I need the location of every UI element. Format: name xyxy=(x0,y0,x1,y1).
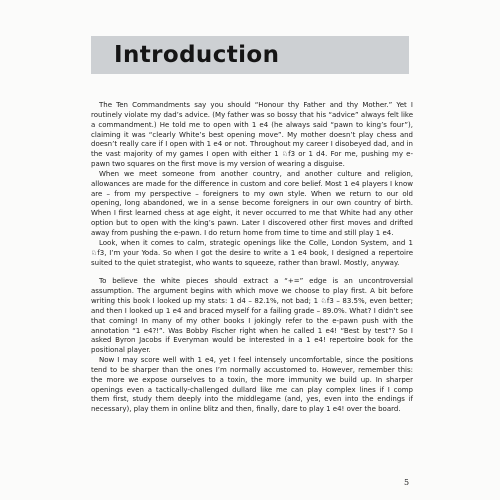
paragraph-4: To believe the white pieces should extract a “+=” edge is an uncontroversial assumption. The argument begins with which move we choose to play first. A bit before writing this book I looked up my stats: 1 d4 – 82.1%, not bad; 1 ♘f3 – 83.5%, even better; and then I looked up 1 e4 and braced myself for a failing grade – 89.0%. What? I didn’t see that coming! In many of my other books I jokingly refer to the e-pawn push with the annotation “1 e4?!”. Was Bobby Fischer right when he called 1 e4! “Best by test”? So I asked Byron Jacobs if Everyman would be interested in a 1 e4! repertoire book for the positional player. xyxy=(91,277,413,355)
paragraph-3: Look, when it comes to calm, strategic openings like the Colle, London System, and 1 ♘f3, I’m your Yoda. So when I got the desire to write a 1 e4 book, I designed a repertoire suited to the quiet strategist, who wants to squeeze, rather than brawl. Mostly, anyway. xyxy=(91,238,413,267)
body-text xyxy=(91,101,413,415)
paragraph-2: When we meet someone from another country, and another culture and religion, allowances are made for the difference in custom and core belief. Most 1 e4 players I know are – from my perspective – foreigners to my own style. When we return to our old opening, long abandoned, we in a sense become foreigners in our own country of birth. When I first learned chess at age eight, it never occurred to me that White had any other option but to open with the king’s pawn. Later I discovered other first moves and drifted away from pushing the e-pawn. I do return home from time to time and still play 1 e4. xyxy=(91,169,413,237)
page-number: 5 xyxy=(404,478,410,487)
chapter-title: Introduction xyxy=(114,42,280,68)
paragraph-1: The Ten Commandments say you should “Honour thy Father and thy Mother.” Yet I routinely violate my dad’s advice. (My father was so bossy that his “advice” always felt like a commandment.) He told me to open with 1 e4 (he always said “pawn to king’s four”), claiming it was “clearly White’s best opening move”. My mother doesn’t play chess and doesn’t really care if I open with 1 e4 or not. Throughout my career I disobeyed dad, and in the vast majority of my games I open with either 1 ♘f3 or 1 d4. For me, pushing my e-pawn two squares on the first move is my version of wearing a disguise. xyxy=(91,101,413,169)
section-gap xyxy=(91,268,413,277)
paragraph-5: Now I may score well with 1 e4, yet I feel intensely uncomfortable, since the positions tend to be sharper than the ones I’m normally accustomed to. However, remember this: the more we expose ourselves to a toxin, the more immunity we build up. In sharper openings even a tactically-challenged dullard like me can play complex lines if I comp them first, study them deeply into the middlegame (and, yes, even into the endings if necessary), play them in online blitz and then, finally, dare to play 1 e4! over the board. xyxy=(91,356,413,414)
